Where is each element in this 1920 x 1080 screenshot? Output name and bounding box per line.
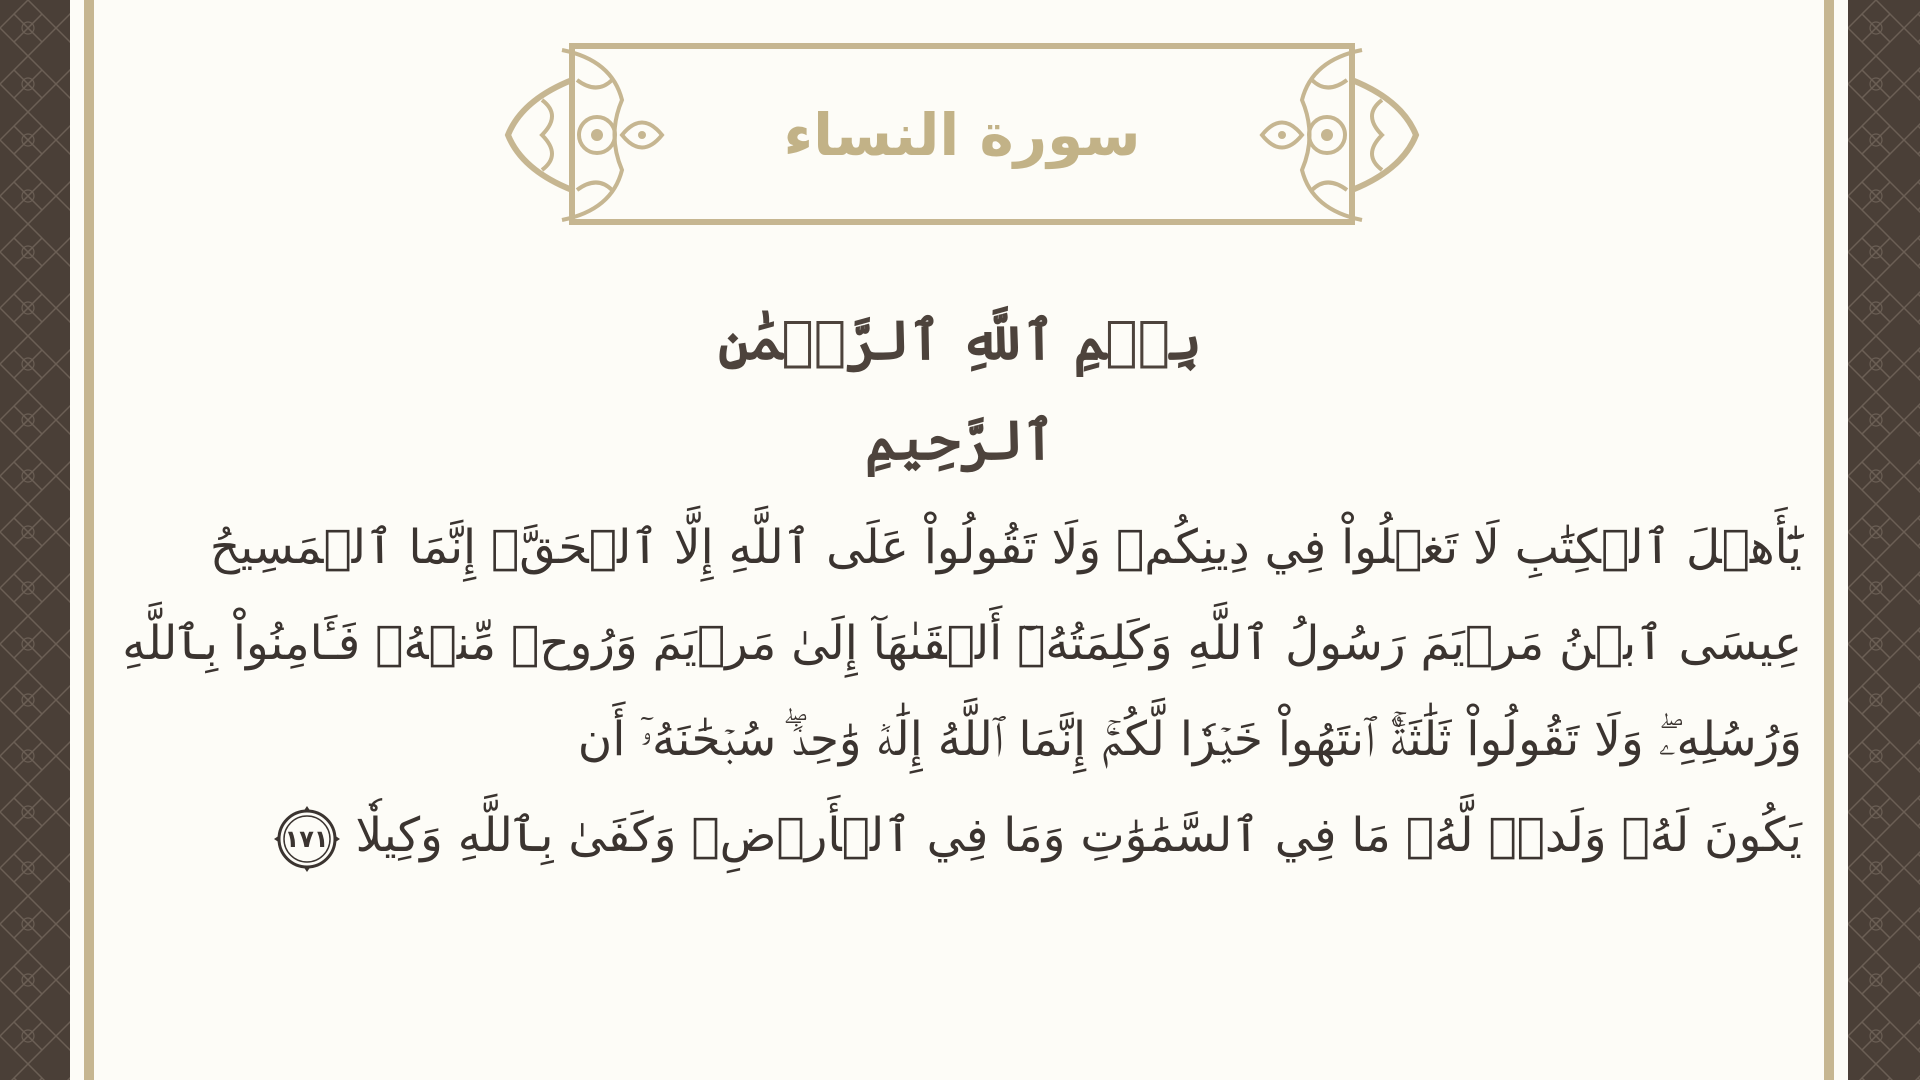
surah-title-cartouche — [502, 40, 1422, 230]
basmala: بِسۡمِ ٱللَّهِ ٱلرَّحۡمَٰنِ ٱلرَّحِيمِ — [718, 308, 1202, 472]
left-gold-rule — [84, 0, 94, 1080]
left-border-pattern — [0, 0, 70, 1080]
verse-line-last — [270, 788, 1802, 884]
left-ornamental-border — [0, 0, 70, 1080]
right-gold-rule — [1824, 0, 1834, 1080]
verse-line: عِيسَى ٱبۡنُ مَرۡيَمَ رَسُولُ ٱللَّهِ وَكَلِمَتُهُۥٓ أَلۡقَىٰهَآ إِلَىٰ مَرۡيَمَ وَرُوحٞ مِّنۡهُۖ فَـَٔامِنُواْ بِٱللَّهِ — [122, 616, 1802, 671]
verse-line-text: يَكُونَ لَهُۥ وَلَدٞۘ لَّهُۥ مَا فِي ٱلسَّمَٰوَٰتِ وَمَا فِي ٱلۡأَرۡضِۗ وَكَفَىٰ بِٱللَّهِ وَكِيلٗا — [355, 808, 1802, 863]
right-border-pattern — [1848, 0, 1920, 1080]
surah-title: سورة النساء — [783, 101, 1141, 169]
page-panel — [70, 0, 1848, 1080]
verse-line: يَٰٓأَهۡلَ ٱلۡكِتَٰبِ لَا تَغۡلُواْ فِي دِينِكُمۡ وَلَا تَقُولُواْ عَلَى ٱللَّهِ إِلَّا ٱلۡحَقَّۚ إِنَّمَا ٱلۡمَسِيحُ — [209, 520, 1802, 575]
verse-line: وَرُسُلِهِۦۖ وَلَا تَقُولُواْ ثَلَٰثَةٌۚ ٱنتَهُواْ خَيۡرٗا لَّكُمۡۚ إِنَّمَا ٱللَّهُ إِلَٰهٞ وَٰحِدٞۖ سُبۡحَٰنَهُۥٓ أَن — [577, 712, 1802, 767]
right-ornamental-border — [1848, 0, 1920, 1080]
ayah-number-marker — [272, 804, 342, 874]
verse-block — [122, 500, 1802, 884]
ayah-number: ١٧١ — [284, 824, 329, 853]
